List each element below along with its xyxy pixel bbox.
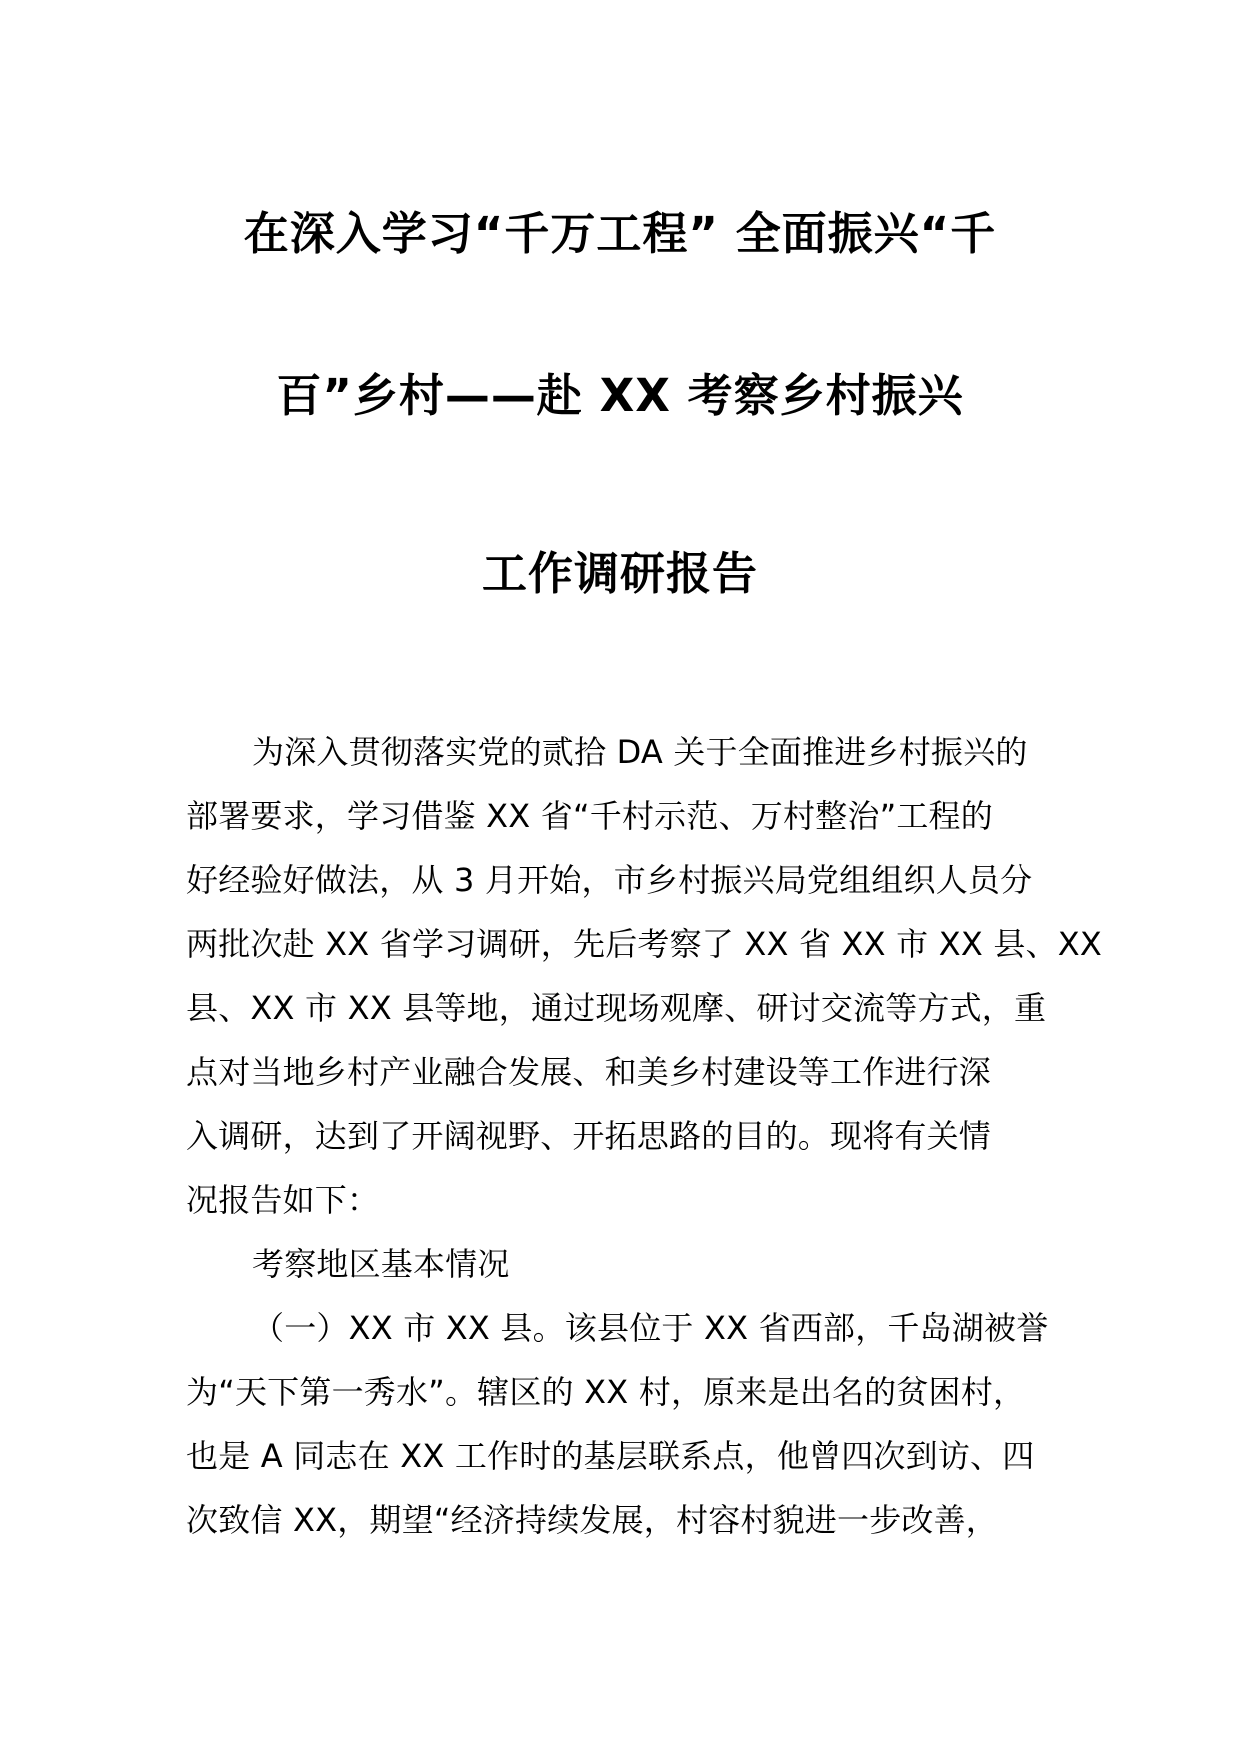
body-line-3: 好经验好做法，从 3 月开始，市乡村振兴局党组组织人员分 — [186, 861, 1033, 899]
body-line-4: 两批次赴 XX 省学习调研，先后考察了 XX 省 XX 市 XX 县、XX — [186, 925, 1102, 963]
body-line-5: 县、XX 市 XX 县等地，通过现场观摩、研讨交流等方式，重 — [186, 989, 1047, 1027]
body-line-2: 部署要求，学习借鉴 XX 省“千村示范、万村整治”工程的 — [186, 797, 993, 835]
body-line-10: （一）XX 市 XX 县。该县位于 XX 省西部，千岛湖被誉 — [252, 1309, 1049, 1347]
section-heading: 考察地区基本情况 — [252, 1245, 510, 1283]
body-line-7: 入调研，达到了开阔视野、开拓思路的目的。现将有关情 — [186, 1117, 992, 1155]
body-line-6: 点对当地乡村产业融合发展、和美乡村建设等工作进行深 — [186, 1053, 992, 1091]
document-title-line-3: 工作调研报告 — [481, 547, 758, 600]
document-title-line-1: 在深入学习“千万工程” 全面振兴“千 — [243, 207, 997, 260]
body-line-12: 也是 A 同志在 XX 工作时的基层联系点，他曾四次到访、四 — [186, 1437, 1035, 1475]
body-line-1: 为深入贯彻落实党的贰拾 DA 关于全面推进乡村振兴的 — [252, 733, 1028, 771]
body-line-11: 为“天下第一秀水”。辖区的 XX 村，原来是出名的贫困村， — [186, 1373, 1026, 1411]
document-title-line-2: 百”乡村——赴 XX 考察乡村振兴 — [276, 369, 964, 422]
body-line-13: 次致信 XX，期望“经济持续发展，村容村貌进一步改善， — [186, 1501, 998, 1539]
body-line-8: 况报告如下： — [186, 1181, 380, 1219]
